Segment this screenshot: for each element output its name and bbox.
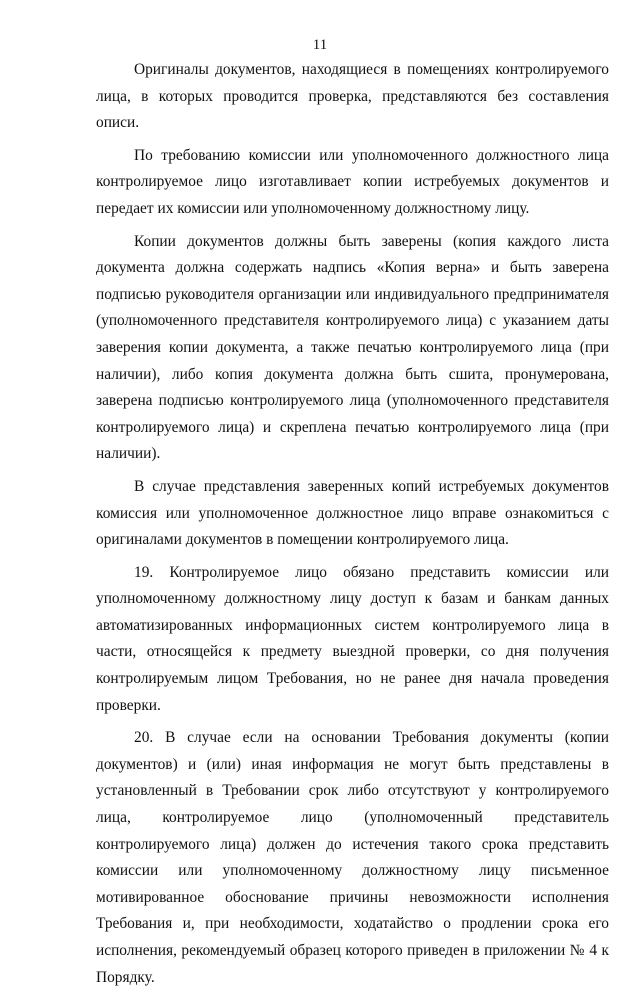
page-number: 11: [312, 37, 328, 53]
paragraph-copies-certification: Копии документов должны быть заверены (копия каждого листа документа должна содержать надпись «Копия верна» и быть заверена подписью руководителя организации или индивидуального предпринимателя (уполномоченного представителя контролируемого лица) с указанием даты заверения копии документа, а также печатью контролируемого лица (при наличии), либо копия документа должна быть сшита, пронумерована, заверена подписью контролируемого лица (уполномоченного представителя контролируемого лица) и скреплена печатью контролируемого лица (при наличии).: [96, 232, 609, 463]
paragraph-copies-request: По требованию комиссии или уполномоченного должностного лица контролируемое лицо изготавливает копии истребуемых документов и передает их комиссии или уполномоченному должностному лицу.: [96, 146, 609, 217]
paragraph-item-20: 20. В случае если на основании Требования документы (копии документов) и (или) иная информация не могут быть представлены в установленный в Требовании срок либо отсутствуют у контролируемого лица, контролируемое лицо (уполномоченный представитель контролируемого лица) должен до истечения такого срока представить комиссии или уполномоченному должностному лицу письменное мотивированное обоснование причины невозможности исполнения Требования и, при необходимости, ходатайство о продлении срока его исполнения, рекомендуемый образец которого приведен в приложении № 4 к Порядку.: [96, 729, 609, 986]
paragraph-item-19: 19. Контролируемое лицо обязано представить комиссии или уполномоченному должностному лицу доступ к базам и банкам данных автоматизированных информационных систем контролируемого лица в части, относящейся к предмету выездной проверки, со дня получения контролируемым лицом Требования, но не ранее дня начала проведения проверки.: [96, 563, 609, 714]
document-body: [96, 57, 609, 997]
paragraph-certified-copies: В случае представления заверенных копий истребуемых документов комиссия или уполномоченное должностное лицо вправе ознакомиться с оригиналами документов в помещении контролируемого лица.: [96, 477, 609, 549]
paragraph-originals: Оригиналы документов, находящиеся в помещениях контролируемого лица, в которых проводится проверка, представляются без составления описи.: [96, 61, 609, 132]
